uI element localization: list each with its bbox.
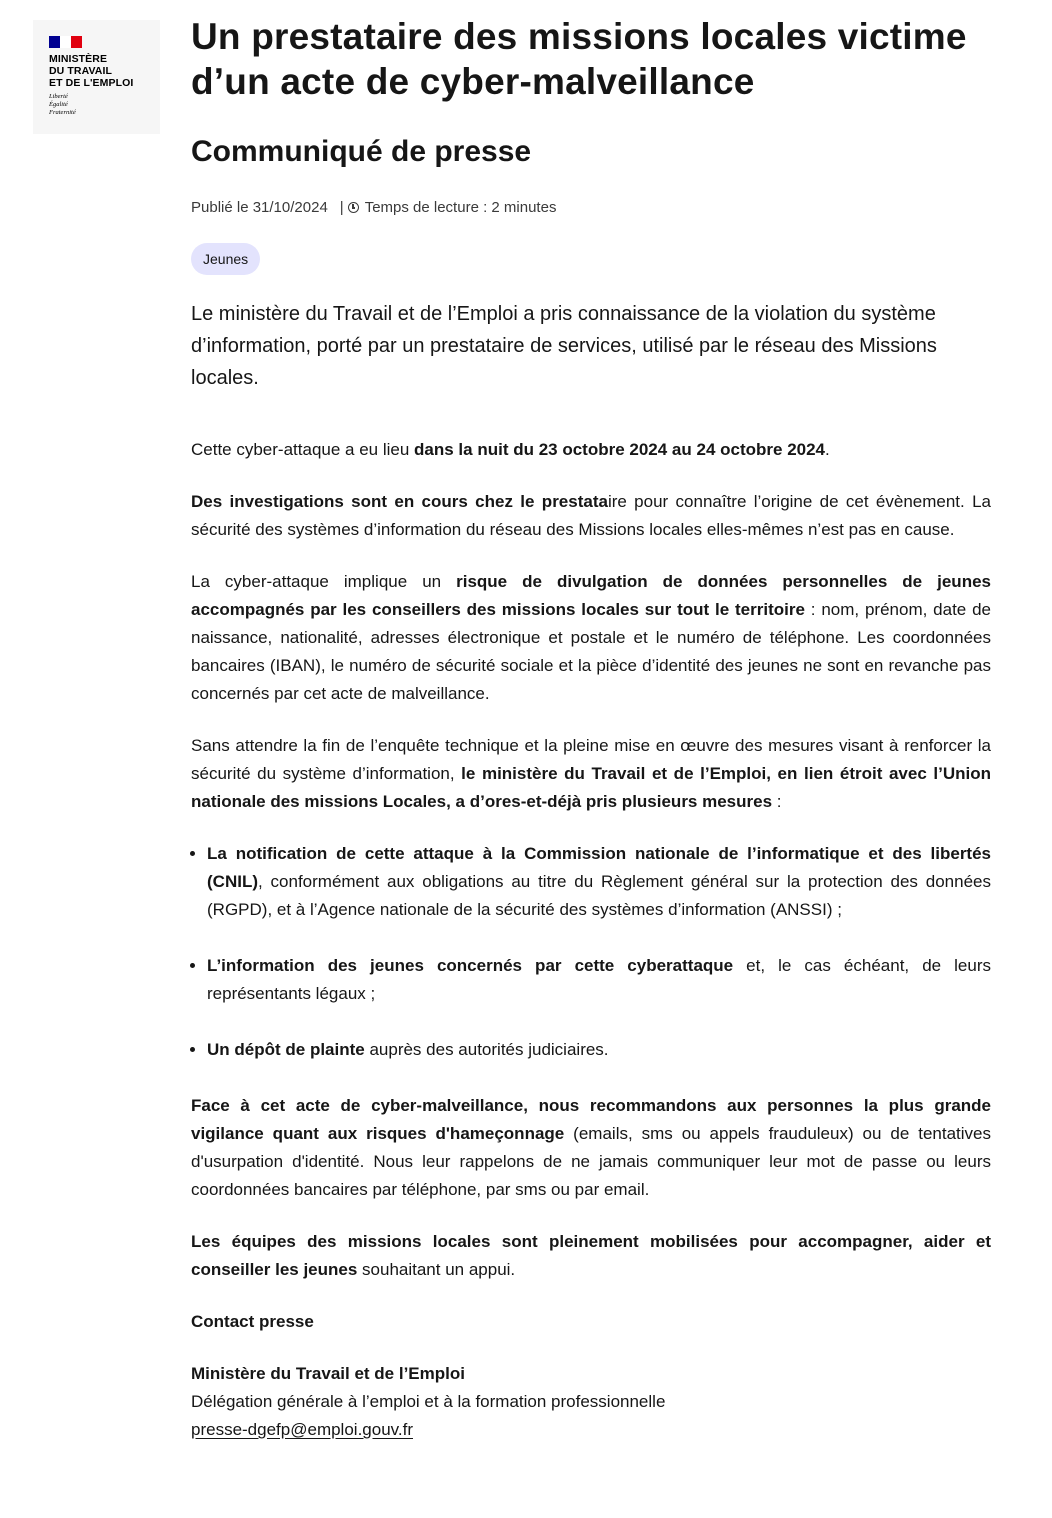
contact-title: Contact presse (191, 1312, 314, 1331)
ministry-name: MINISTÈRE DU TRAVAIL ET DE L'EMPLOI (49, 53, 134, 89)
page-title: Un prestataire des missions locales victime d’un acte de cyber-malveillance (191, 16, 967, 102)
marianne-flag-icon (49, 36, 82, 48)
paragraph-risk: La cyber-attaque implique un risque de divulgation de données personnelles de jeunes accompagnés par les conseillers des missions locales sur tout le territoire : nom, prénom, date de naissance, nationalité, adresses électronique et postale et le numéro de téléphone. Les coordonnées bancaires (IBAN), le numéro de sécurité sociale et la pièce d’identité des jeunes ne sont en revanche pas concernés par cet acte de malveillance. (191, 572, 991, 703)
article (191, 14, 991, 1439)
meta-separator: | (339, 199, 344, 216)
tag-jeunes[interactable]: Jeunes (191, 243, 260, 275)
list-item: • L’information des jeunes concernés par cette cyberattaque et, le cas échéant, de leurs représentants légaux ; (207, 952, 991, 1008)
contact-dept: Délégation générale à l’emploi et à la formation professionnelle (191, 1392, 666, 1411)
republic-motto: Liberté Égalité Fraternité (49, 93, 76, 116)
reading-time: Temps de lecture : 2 minutes (364, 199, 557, 216)
clock-icon (348, 202, 359, 213)
article-body (191, 436, 991, 1444)
measures-list (191, 840, 991, 1064)
list-item: • Un dépôt de plainte auprès des autorités judiciaires. (207, 1036, 991, 1064)
list-item: • La notification de cette attaque à la Commission nationale de l’informatique et des libertés (CNIL), conformément aux obligations au titre du Règlement général sur la protection des données (RGPD), et à l’Agence nationale de la sécurité des systèmes d’information (ANSSI) ; (207, 840, 991, 924)
paragraph-vigilance: Face à cet acte de cyber-malveillance, nous recommandons aux personnes la plus grande vigilance quant aux risques d'hameçonnage (emails, sms ou appels frauduleux) ou de tentatives d'usurpation d'identité. Nous leur rappelons de ne jamais communiquer leur mot de passe ou leurs coordonnées bancaires par téléphone, par sms ou par email. (191, 1096, 991, 1199)
paragraph-investigations: Des investigations sont en cours chez le prestataire pour connaître l’origine de cet évènement. La sécurité des systèmes d’information du réseau des Missions locales elles-mêmes n’est pas en cause. (191, 492, 991, 539)
paragraph-date: Cette cyber-attaque a eu lieu dans la nuit du 23 octobre 2024 au 24 octobre 2024. (191, 440, 830, 459)
page-subtitle: Communiqué de presse (191, 135, 532, 168)
publish-date: Publié le 31/10/2024 (191, 199, 328, 216)
ministry-logo[interactable] (33, 20, 160, 134)
contact-block (191, 1360, 991, 1444)
lead-paragraph: Le ministère du Travail et de l’Emploi a pris connaissance de la violation du système d’information, porté par un prestataire de services, utilisé par le réseau des Missions locales. (191, 303, 937, 389)
contact-org: Ministère du Travail et de l’Emploi (191, 1364, 465, 1383)
paragraph-mobilisation: Les équipes des missions locales sont pleinement mobilisées pour accompagner, aider et conseiller les jeunes souhaitant un appui. (191, 1232, 991, 1279)
paragraph-measures: Sans attendre la fin de l’enquête technique et la pleine mise en œuvre des mesures visant à renforcer la sécurité du système d’information, le ministère du Travail et de l’Emploi, en lien étroit avec l’Union nationale des missions Locales, a d’ores-et-déjà pris plusieurs mesures : (191, 736, 991, 811)
contact-email-link[interactable]: presse-dgefp@emploi.gouv.fr (191, 1420, 413, 1439)
article-meta (191, 199, 556, 216)
